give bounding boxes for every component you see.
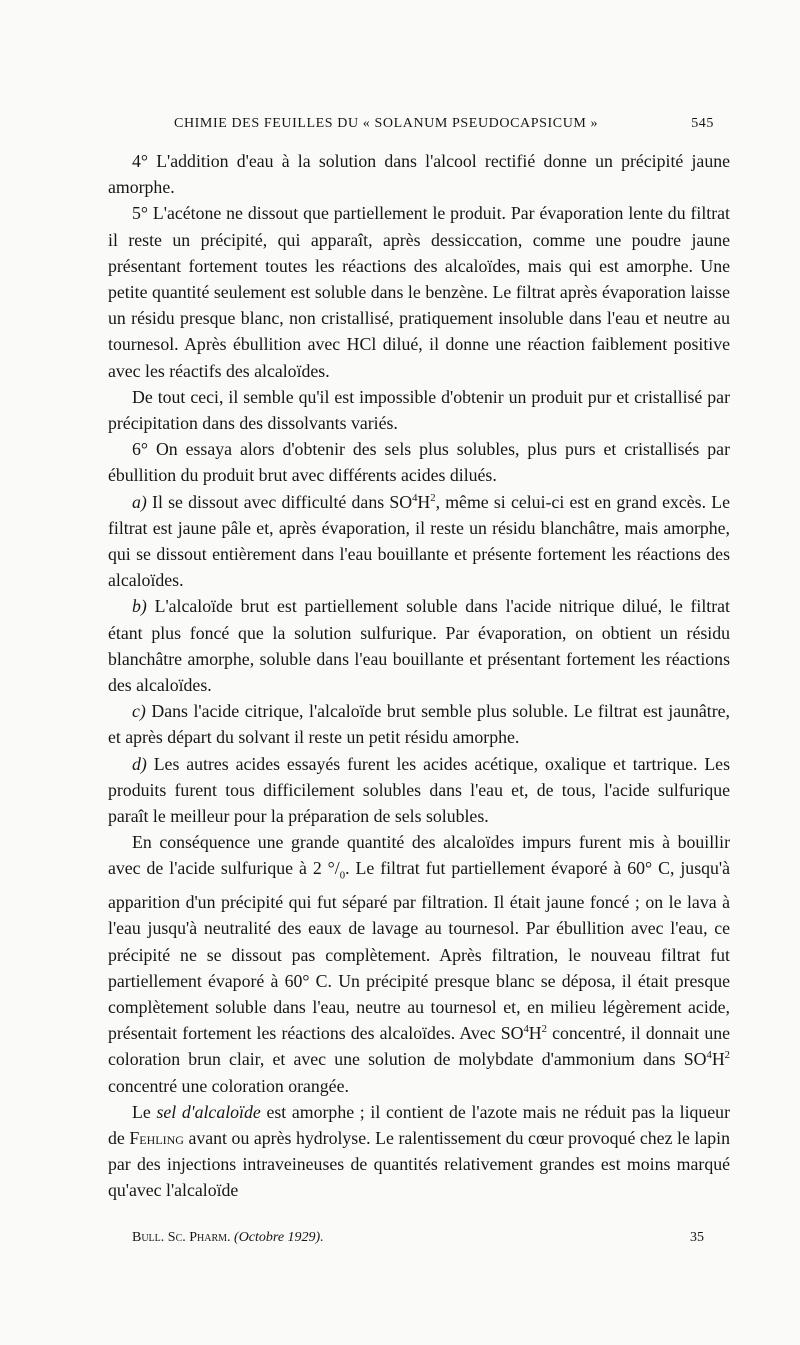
body-text xyxy=(108,148,730,1204)
page-number: 545 xyxy=(691,116,714,131)
footer xyxy=(132,1230,704,1246)
paragraph: De tout ceci, il semble qu'il est impossible d'obtenir un produit pur et cristallisé par précipitation dans des dissolvants variés. xyxy=(108,386,730,434)
running-title: CHIMIE DES FEUILLES DU « SOLANUM PSEUDOCAPSICUM » xyxy=(174,116,599,131)
paragraph-c: c) Dans l'acide citrique, l'alcaloïde brut semble plus soluble. Le filtrat est jaunâtre, et après départ du solvant il reste un petit résidu amorphe. xyxy=(108,701,730,748)
item-label-b: b) xyxy=(132,596,147,617)
paragraph: 6° On essaya alors d'obtenir des sels plus solubles, plus purs et cristallisés par ébullition du produit brut avec différents acides dilués. xyxy=(108,439,730,486)
paragraph: 5° L'acétone ne dissout que partiellement le produit. Par évaporation lente du filtrat il reste un précipité, qui apparaît, après dessiccation, comme une poudre jaune présentant fortement toutes les réactions des alcaloïdes, mais qui est amorphe. Une petite quantité seulement est soluble dans le benzène. Le filtrat après évaporation laisse un résidu presque blanc, non cristallisé, pratiquement insoluble dans l'eau et neutre au tournesol. Après ébullition avec HCl dilué, il donne une réaction faiblement positive avec les réactifs des alcaloïdes. xyxy=(108,203,730,381)
running-header xyxy=(174,116,714,132)
paragraph-b: b) L'alcaloïde brut est partiellement soluble dans l'acide nitrique dilué, le filtrat étant plus foncé que la solution sulfurique. Par évaporation, on obtient un résidu blanchâtre amorphe, soluble dans l'eau bouillante et présentant fortement les réactions des alcaloïdes. xyxy=(108,596,730,696)
paragraph-sel: Le sel d'alcaloïde est amorphe ; il contient de l'azote mais ne réduit pas la liqueur de Fehling avant ou après hydrolyse. Le ralentissement du cœur provoqué chez le lapin par des injections intraveineuses de quantités relativement grandes est moins marqué qu'avec l'alcaloïde xyxy=(108,1101,730,1201)
paragraph-a: a) Il se dissout avec difficulté dans $SO^4H^2$, même si celui-ci est en grand excès. Le filtrat est jaune pâle et, après évaporation, il reste un résidu blanchâtre, mais amorphe, qui se dissout entièrement dans l'eau bouillante et présente fortement les réactions des alcaloïdes. xyxy=(108,491,730,591)
paragraph-d: d) Les autres acides essayés furent les acides acétique, oxalique et tartrique. Les produits furent tous difficilement solubles dans l'eau et, de tous, l'acide sulfurique paraît le meilleur pour la préparation de sels solubles. xyxy=(108,753,730,827)
italic-term: sel d'alcaloïde xyxy=(156,1101,261,1122)
item-label-a: a) xyxy=(132,491,147,512)
paragraph-consequence: En conséquence une grande quantité des alcaloïdes impurs furent mis à bouillir avec de l'acide sulfurique à 2 $^\circ/_0$. Le filtrat fut partiellement évaporé à 60° C, jusqu'à apparition d'un précipité qui fut séparé par filtration. Il était jaune foncé ; on le lava à l'eau jusqu'à neutralité des eaux de lavage au tournesol. Par ébullition avec l'eau, ce précipité ne se dissout pas complètement. Après filtration, le nouveau filtrat fut partiellement évaporé à 60° C. Un précipité presque blanc se déposa, il était presque complètement soluble dans l'eau, neutre au tournesol et, en milieu légèrement acide, présentait fortement les réactions des alcaloïdes. Avec $SO^4H^2$ concentré, il donnait une coloration brun clair, et avec une solution de molybdate d'ammonium dans $SO^4H^2$ concentré une coloration orangée. xyxy=(108,832,730,1096)
item-label-c: c) xyxy=(132,701,146,722)
journal-citation: Bull. Sc. Pharm. (Octobre 1929). xyxy=(132,1230,324,1245)
author-name: Fehling xyxy=(129,1128,184,1149)
signature-mark: 35 xyxy=(690,1230,704,1245)
paragraph: 4° L'addition d'eau à la solution dans l'alcool rectifié donne un précipité jaune amorphe. xyxy=(108,151,730,198)
item-label-d: d) xyxy=(132,753,147,774)
